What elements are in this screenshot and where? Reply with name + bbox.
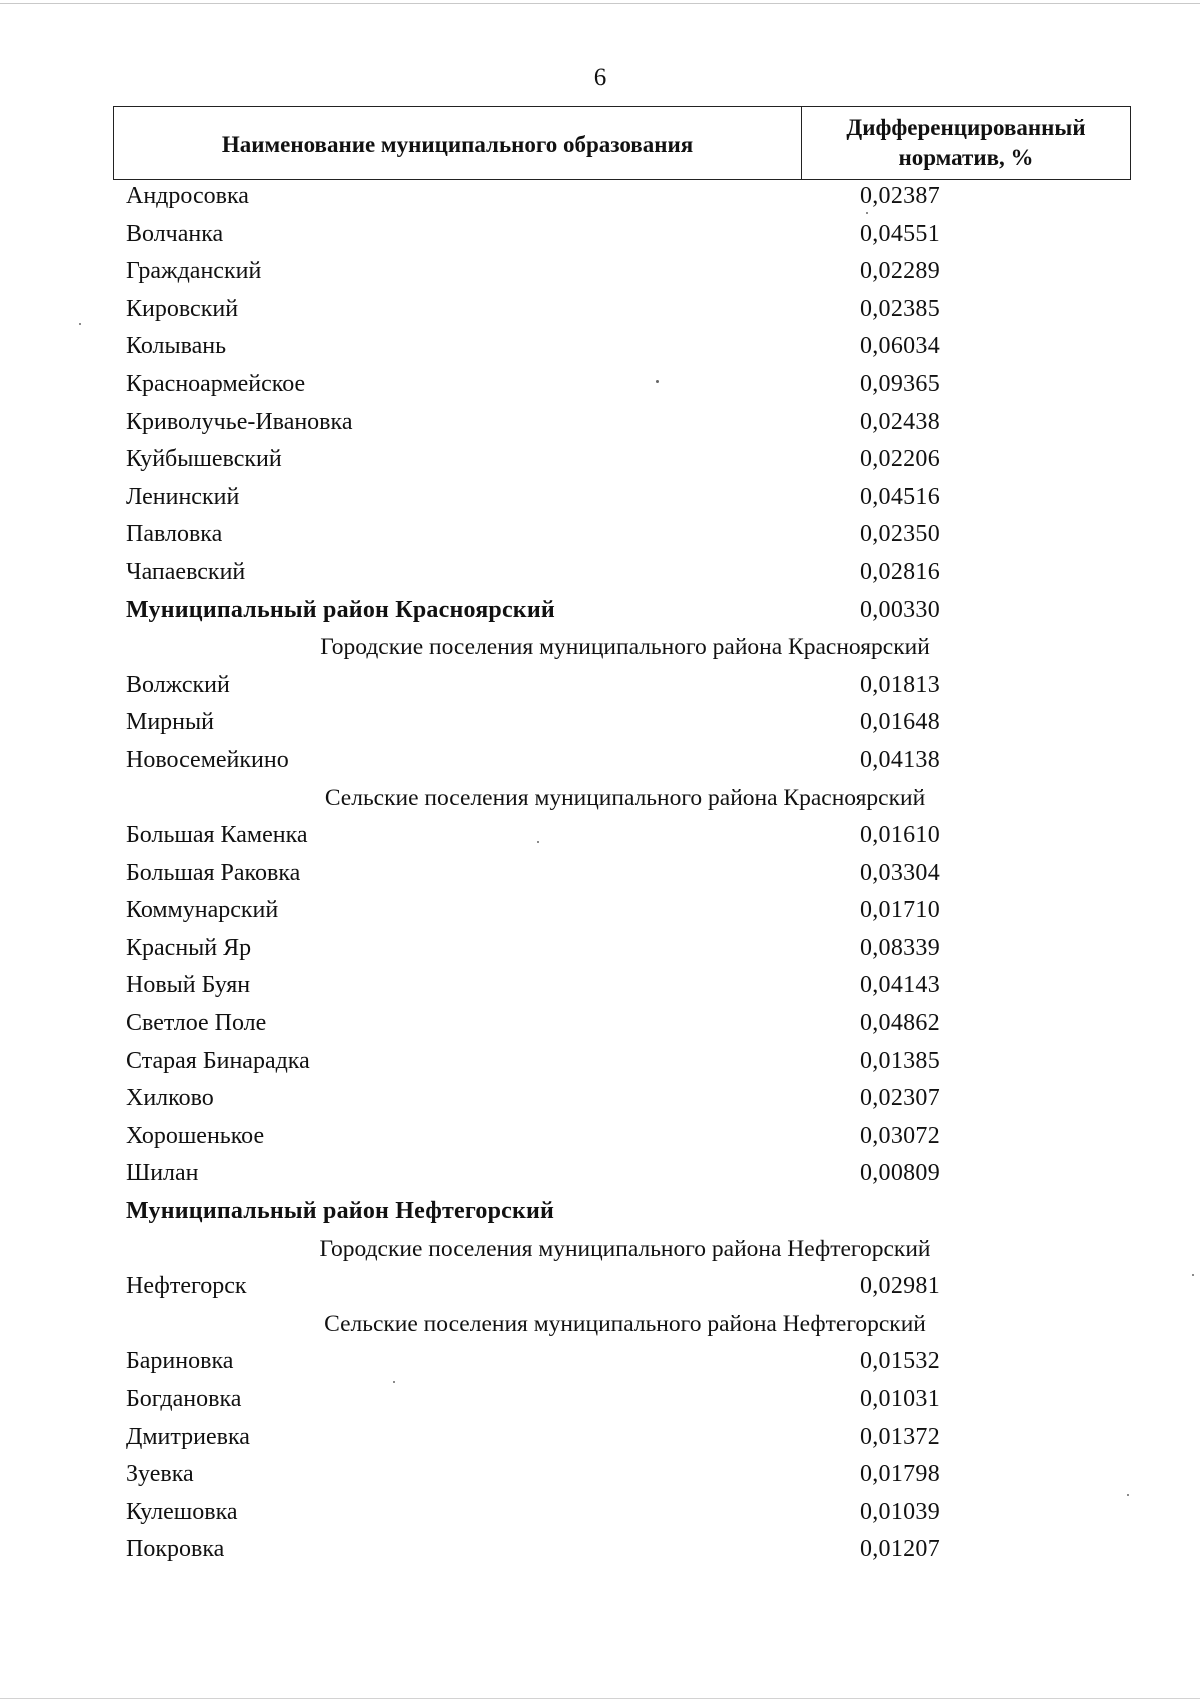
norm-value: 0,01813 xyxy=(859,671,941,698)
norm-value: 0,03304 xyxy=(859,859,941,886)
norm-value: 0,02307 xyxy=(859,1085,941,1112)
table-row xyxy=(0,819,1200,857)
municipality-name: Колывань xyxy=(126,333,227,360)
municipality-name: Бариновка xyxy=(126,1348,234,1375)
norm-value: 0,02289 xyxy=(859,258,941,285)
norm-value: 0,01648 xyxy=(859,709,941,736)
municipality-name: Коммунарский xyxy=(126,897,279,924)
table-row xyxy=(0,218,1200,256)
scan-speck xyxy=(1192,1274,1194,1276)
norm-value: 0,02981 xyxy=(859,1273,941,1300)
norm-value: 0,04862 xyxy=(859,1010,941,1037)
table-row xyxy=(0,1082,1200,1120)
table-row xyxy=(0,969,1200,1007)
municipality-name: Куйбышевский xyxy=(126,446,282,473)
norm-value: 0,00330 xyxy=(859,596,941,623)
norm-value: 0,01039 xyxy=(859,1498,941,1525)
norm-value: 0,06034 xyxy=(859,333,941,360)
table-row xyxy=(0,1383,1200,1421)
municipality-name: Криволучье-Ивановка xyxy=(126,408,353,435)
page-number: 6 xyxy=(593,64,607,91)
section-subheader-row xyxy=(0,1233,1200,1271)
table-row xyxy=(0,706,1200,744)
table-row xyxy=(0,330,1200,368)
section-subheader: Сельские поселения муниципального района Красноярский xyxy=(324,784,926,811)
district-row xyxy=(0,1195,1200,1233)
section-subheader: Городские поселения муниципального района Красноярский xyxy=(320,634,930,661)
table-row xyxy=(0,669,1200,707)
norm-value: 0,01385 xyxy=(859,1047,941,1074)
norm-value: 0,01372 xyxy=(859,1423,941,1450)
municipality-name: Зуевка xyxy=(126,1461,194,1488)
table-body xyxy=(0,180,1200,1571)
municipality-name: Муниципальный район Красноярский xyxy=(126,596,555,623)
norm-value: 0,02350 xyxy=(859,521,941,548)
table-row xyxy=(0,857,1200,895)
norm-value: 0,02385 xyxy=(859,295,941,322)
district-row xyxy=(0,594,1200,632)
norm-value: 0,01031 xyxy=(859,1386,941,1412)
scan-speck xyxy=(393,1381,395,1383)
municipality-name: Новосемейкино xyxy=(126,746,289,773)
table-row xyxy=(0,1045,1200,1083)
section-subheader: Сельские поселения муниципального района Нефтегорский xyxy=(324,1310,926,1337)
scan-speck xyxy=(79,323,81,325)
table-row xyxy=(0,1157,1200,1195)
municipality-name: Гражданский xyxy=(126,258,262,285)
norm-value: 0,01532 xyxy=(859,1348,941,1375)
table-row xyxy=(0,406,1200,444)
table-row xyxy=(0,368,1200,406)
table-row xyxy=(0,1345,1200,1383)
section-subheader: Городские поселения муниципального района Нефтегорский xyxy=(319,1235,931,1262)
norm-value: 0,04551 xyxy=(859,220,941,247)
table-row xyxy=(0,180,1200,218)
table-header xyxy=(113,106,1131,180)
municipality-name: Муниципальный район Нефтегорский xyxy=(126,1198,555,1225)
table-row xyxy=(0,481,1200,519)
table-row xyxy=(0,255,1200,293)
norm-value: 0,00809 xyxy=(859,1160,941,1187)
norm-value: 0,02387 xyxy=(859,183,941,209)
municipality-name: Большая Раковка xyxy=(126,859,301,886)
column-header-value: Дифференцированный норматив, % xyxy=(846,115,1086,170)
table-row xyxy=(0,1120,1200,1158)
table-row xyxy=(0,1533,1200,1571)
table-row xyxy=(0,1421,1200,1459)
table-row xyxy=(0,443,1200,481)
municipality-name: Хорошенькое xyxy=(126,1122,265,1149)
municipality-name: Хилково xyxy=(126,1085,214,1112)
norm-value: 0,02816 xyxy=(859,558,941,585)
municipality-name: Красный Яр xyxy=(126,934,252,961)
municipality-name: Андросовка xyxy=(126,183,249,209)
table-row xyxy=(0,932,1200,970)
municipality-name: Нефтегорск xyxy=(126,1273,247,1300)
norm-value: 0,09365 xyxy=(859,370,941,397)
municipality-name: Волчанка xyxy=(126,220,224,247)
municipality-name: Богдановка xyxy=(126,1386,242,1412)
municipality-name: Старая Бинарадка xyxy=(126,1047,310,1074)
norm-value: 0,02438 xyxy=(859,408,941,435)
table-row xyxy=(0,1496,1200,1534)
municipality-name: Новый Буян xyxy=(126,972,251,999)
table-row xyxy=(0,518,1200,556)
municipality-name: Дмитриевка xyxy=(126,1423,250,1450)
norm-value: 0,04143 xyxy=(859,972,941,999)
column-header-name: Наименование муниципального образования xyxy=(114,107,802,179)
scan-speck xyxy=(656,380,659,383)
norm-value: 0,01610 xyxy=(859,822,941,849)
municipality-name: Светлое Поле xyxy=(126,1010,267,1037)
municipality-name: Кировский xyxy=(126,295,239,322)
municipality-name: Волжский xyxy=(126,671,230,698)
municipality-name: Шилан xyxy=(126,1160,199,1187)
table-row xyxy=(0,556,1200,594)
norm-value: 0,03072 xyxy=(859,1122,941,1149)
scan-speck xyxy=(866,212,868,214)
municipality-name: Павловка xyxy=(126,521,223,548)
norm-value: 0,02206 xyxy=(859,446,941,473)
municipality-name: Большая Каменка xyxy=(126,822,308,849)
norm-value: 0,01798 xyxy=(859,1461,941,1488)
municipality-name: Красноармейское xyxy=(126,370,306,397)
municipality-name: Покровка xyxy=(126,1536,225,1563)
section-subheader-row xyxy=(0,782,1200,820)
scan-speck xyxy=(1127,1494,1129,1496)
municipality-name: Мирный xyxy=(126,709,214,736)
norm-value: 0,04516 xyxy=(859,483,941,510)
norm-value: 0,01207 xyxy=(859,1536,941,1563)
norm-value: 0,01710 xyxy=(859,897,941,924)
table-row xyxy=(0,1270,1200,1308)
table-row xyxy=(0,1007,1200,1045)
table-row xyxy=(0,744,1200,782)
section-subheader-row xyxy=(0,631,1200,669)
table-row xyxy=(0,1458,1200,1496)
norm-value: 0,04138 xyxy=(859,746,941,773)
scan-speck xyxy=(537,841,539,843)
norm-value: 0,08339 xyxy=(859,934,941,961)
section-subheader-row xyxy=(0,1308,1200,1346)
scan-edge-line xyxy=(0,3,1200,4)
table-row xyxy=(0,894,1200,932)
municipality-name: Чапаевский xyxy=(126,558,246,585)
municipality-name: Кулешовка xyxy=(126,1498,238,1525)
municipality-name: Ленинский xyxy=(126,483,240,510)
scan-edge-line xyxy=(0,1698,1200,1699)
table-row xyxy=(0,293,1200,331)
